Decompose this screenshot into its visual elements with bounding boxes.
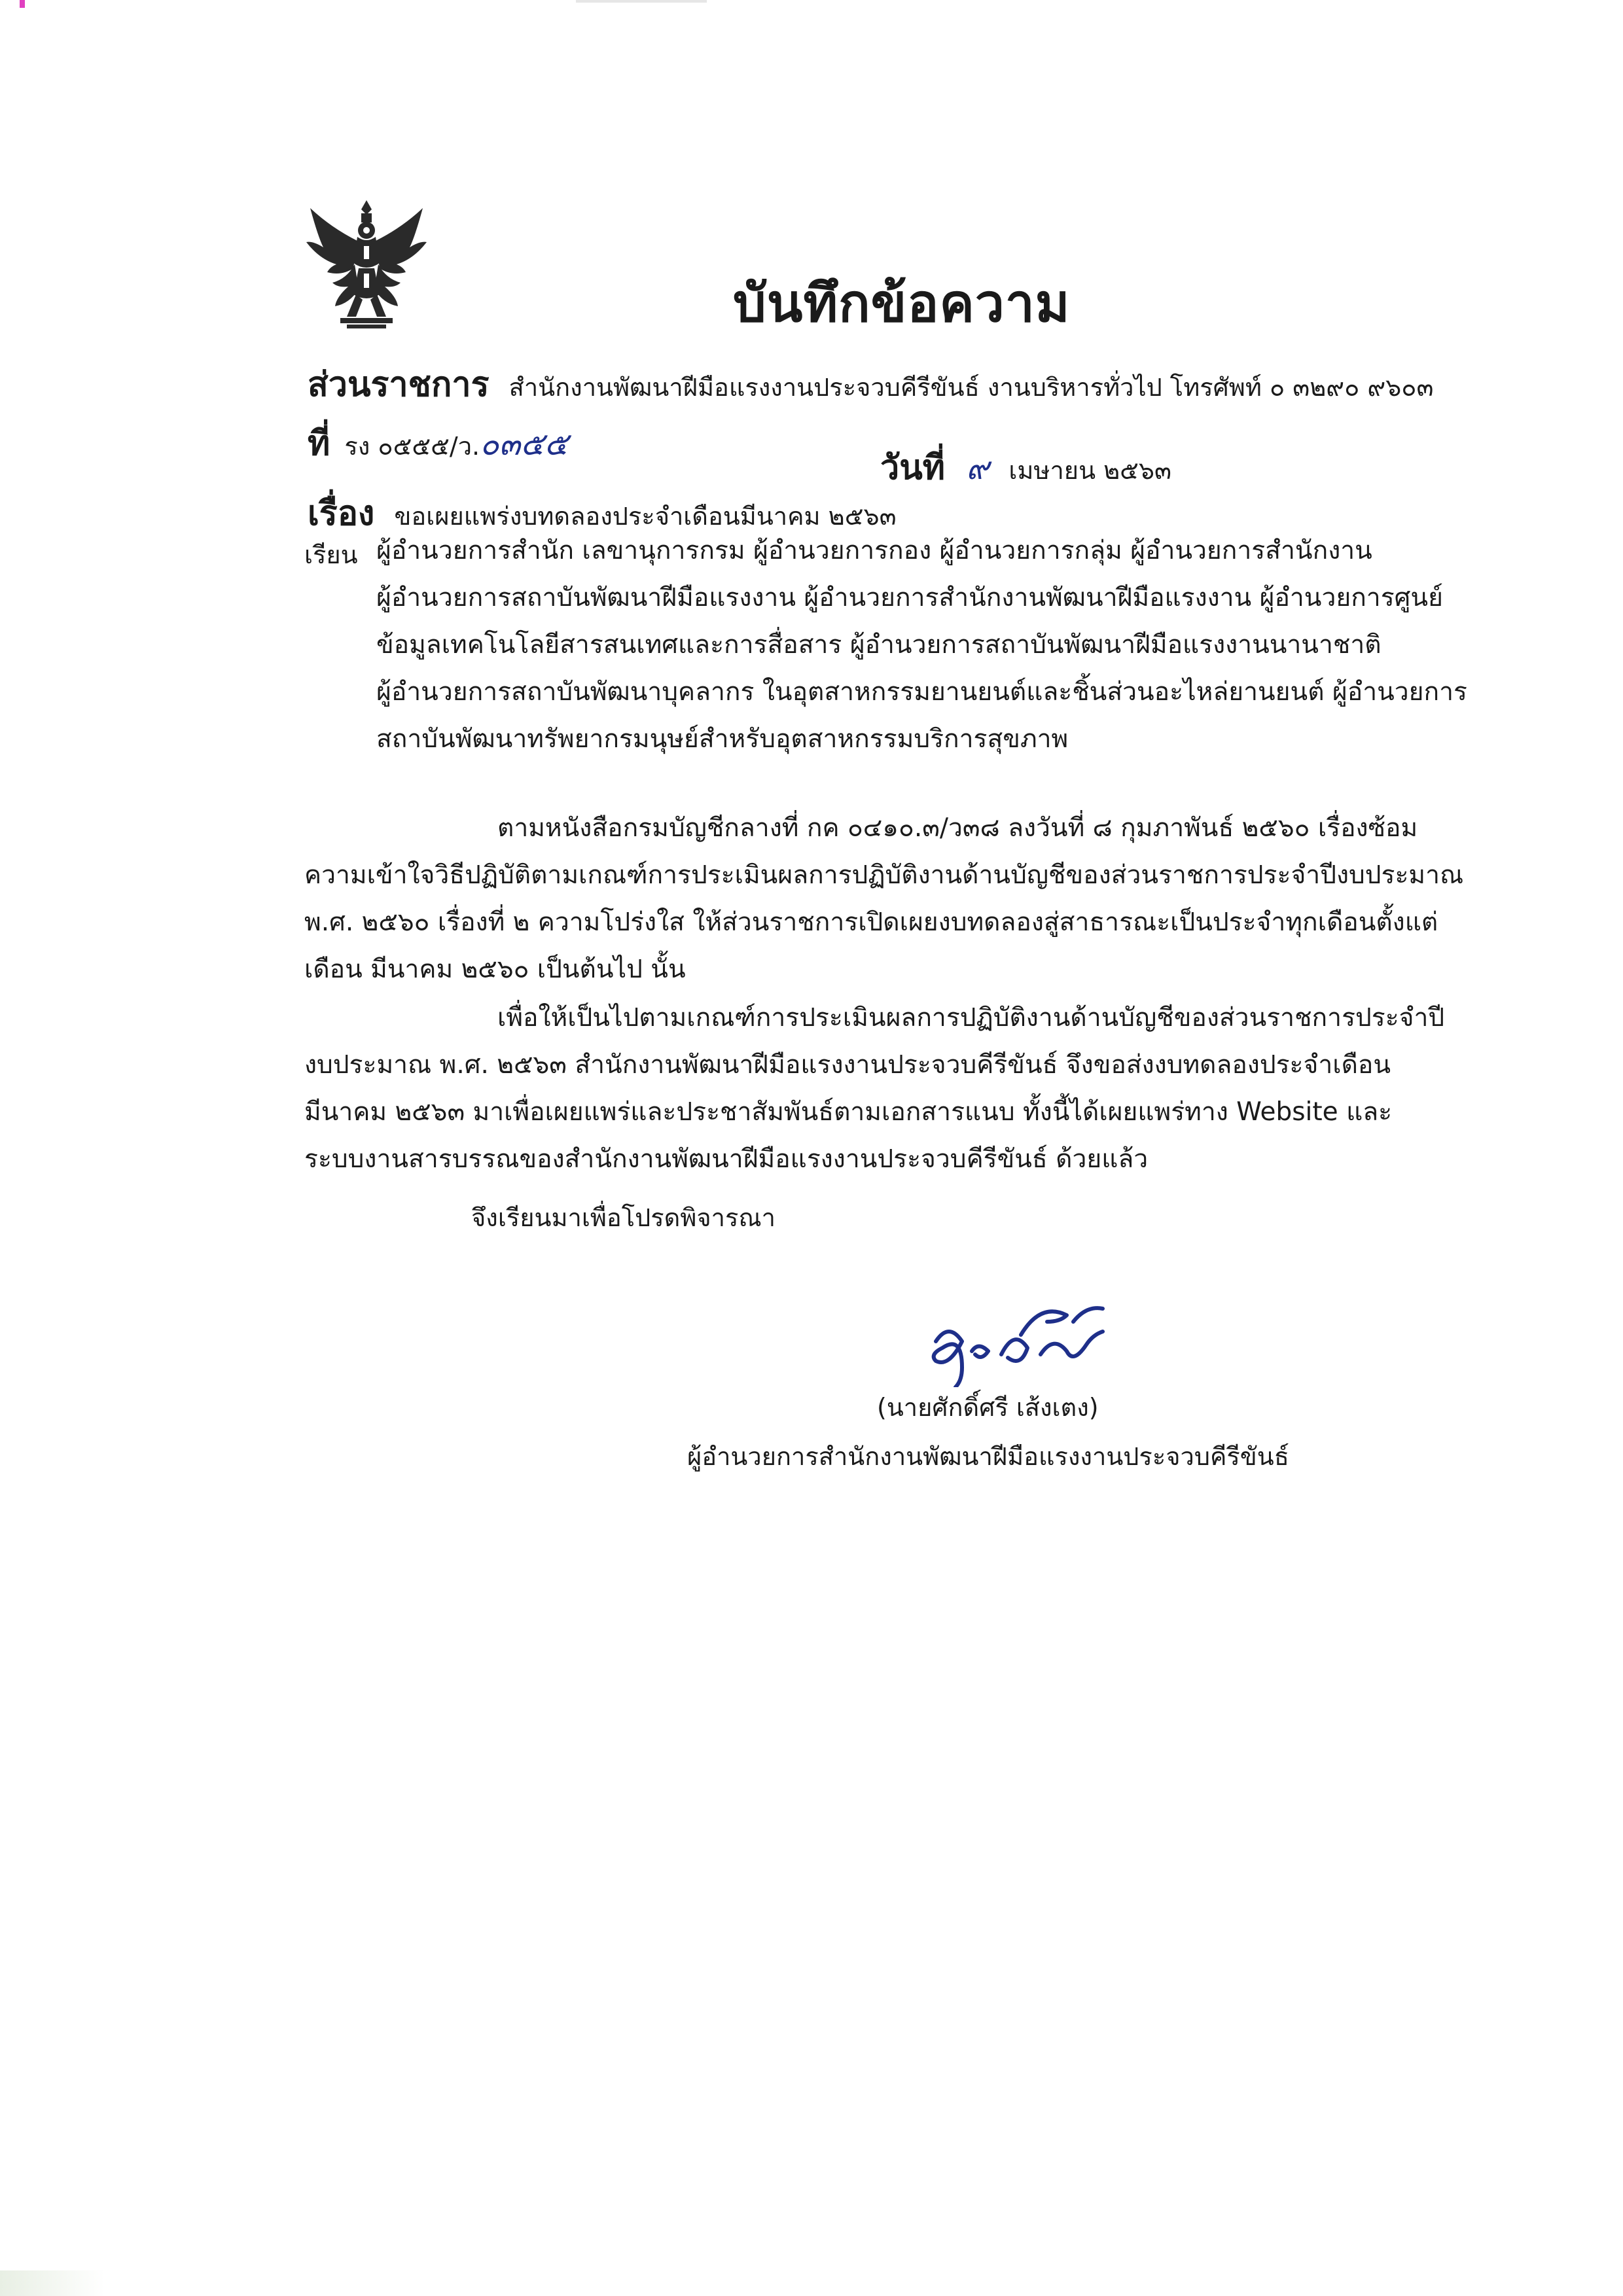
paragraph-line: ตามหนังสือกรมบัญชีกลางที่ กค ๐๔๑๐.๓/ว๓๘ ลงวันที่ ๘ กุมภาพันธ์ ๒๕๖๐ เรื่องซ้อม <box>497 813 1418 843</box>
to-line: ผู้อำนวยการสำนัก เลขานุการกรม ผู้อำนวยการกอง ผู้อำนวยการกลุ่ม ผู้อำนวยการสำนักงาน <box>376 536 1372 565</box>
reference-number: ๐๓๕๕ <box>480 426 568 463</box>
paragraph-line: งบประมาณ พ.ศ. ๒๕๖๓ สำนักงานพัฒนาฝีมือแรงงานประจวบคีรีขันธ์ จึงขอส่งงบทดลองประจำเดือน <box>304 1050 1391 1080</box>
date-row <box>880 440 1171 494</box>
to-line: ผู้อำนวยการสถาบันพัฒนาบุคลากร ในอุตสาหกรรมยานยนต์และชิ้นส่วนอะไหล่ยานยนต์ ผู้อำนวยการ <box>376 677 1467 707</box>
subject-label: เรื่อง <box>308 494 375 533</box>
reference-prefix: รง ๐๕๕๕/ว. <box>344 432 480 461</box>
paragraph-line: มีนาคม ๒๕๖๓ มาเพื่อเผยแพร่และประชาสัมพันธ์ตามเอกสารแนบ ทั้งนี้ได้เผยแพร่ทาง Website และ <box>304 1097 1393 1127</box>
paragraph-line: เพื่อให้เป็นไปตามเกณฑ์การประเมินผลการปฏิบัติงานด้านบัญชีของส่วนราชการประจำปี <box>497 1003 1445 1033</box>
paragraph-line: ระบบงานสารบรรณของสำนักงานพัฒนาฝีมือแรงงานประจวบคีรีขันธ์ ด้วยแล้ว <box>304 1144 1149 1174</box>
reference-label: ที่ <box>308 424 330 463</box>
agency-row <box>308 357 1433 411</box>
to-label: เรียน <box>304 540 358 569</box>
subject-value: ขอเผยแพร่งบทดลองประจำเดือนมีนาคม ๒๕๖๓ <box>394 502 897 531</box>
date-label: วันที่ <box>880 448 946 487</box>
signer-position: ผู้อำนวยการสำนักงานพัฒนาฝีมือแรงงานประจวบคีรีขันธ์ <box>687 1442 1289 1471</box>
closing-line: จึงเรียนมาเพื่อโปรดพิจารณา <box>471 1203 776 1232</box>
signature-mark <box>910 1289 1119 1387</box>
to-line: ผู้อำนวยการสถาบันพัฒนาฝีมือแรงงาน ผู้อำนวยการสำนักงานพัฒนาฝีมือแรงงาน ผู้อำนวยการศูนย์ <box>376 583 1443 612</box>
paragraph-line: เดือน มีนาคม ๒๕๖๐ เป็นต้นไป นั้น <box>304 955 686 984</box>
document-title: บันทึกข้อความ <box>733 273 1071 334</box>
scan-edge-mark <box>20 0 25 8</box>
date-month-year: เมษายน ๒๕๖๓ <box>1008 456 1172 485</box>
body-paragraph-2 <box>304 995 1444 1183</box>
date-day: ๙ <box>966 450 990 487</box>
signer-name: (นายศักดิ์ศรี เส้งเตง) <box>877 1393 1099 1422</box>
agency-label: ส่วนราชการ <box>308 365 490 404</box>
paragraph-line: ความเข้าใจวิธีปฏิบัติตามเกณฑ์การประเมินผลการปฏิบัติงานด้านบัญชีของส่วนราชการประจำปีงบประมาณ <box>304 860 1464 890</box>
scan-top-smudge <box>576 0 707 3</box>
garuda-emblem-icon <box>301 196 432 334</box>
reference-row <box>308 415 568 470</box>
paragraph-line: พ.ศ. ๒๕๖๐ เรื่องที่ ๒ ความโปร่งใส ให้ส่วนราชการเปิดเผยงบทดลองสู่สาธารณะเป็นประจำทุกเดือนตั้งแต่ <box>304 908 1438 937</box>
scan-bottom-shade <box>0 2270 105 2296</box>
to-list <box>376 527 1467 763</box>
to-line: สถาบันพัฒนาทรัพยากรมนุษย์สำหรับอุตสาหกรรมบริการสุขภาพ <box>376 724 1069 754</box>
to-line: ข้อมูลเทคโนโลยีสารสนเทศและการสื่อสาร ผู้อำนวยการสถาบันพัฒนาฝีมือแรงงานนานาชาติ <box>376 630 1382 660</box>
agency-value: สำนักงานพัฒนาฝีมือแรงงานประจวบคีรีขันธ์ งานบริหารทั่วไป โทรศัพท์ ๐ ๓๒๙๐ ๙๖๐๓ <box>508 373 1434 402</box>
body-paragraph-1 <box>304 805 1463 993</box>
